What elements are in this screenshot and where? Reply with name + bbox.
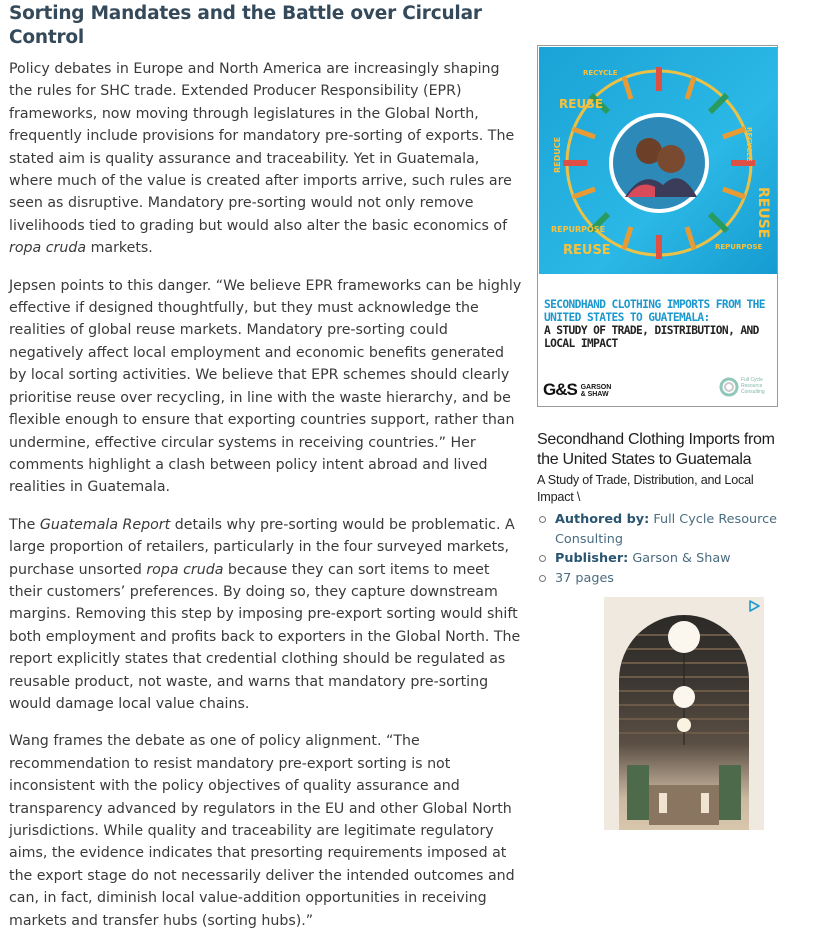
article-body xyxy=(9,0,524,932)
detail-value: Full Cycle Resource Consulting xyxy=(555,512,778,547)
book-details xyxy=(537,510,787,588)
section-heading: Sorting Mandates and the Battle over Circular Control xyxy=(9,3,482,48)
cover-word: REUSE xyxy=(563,243,611,258)
detail-publisher xyxy=(537,549,787,569)
cover-illustration xyxy=(539,47,778,274)
paragraph-text: details why pre-sorting would be problematic. A large proportion of retailers, particularly in the four surveyed markets, purchase unsorted xyxy=(9,516,515,578)
detail-label: Authored by: xyxy=(555,512,650,527)
ad-image[interactable] xyxy=(619,615,749,830)
paragraph-text: because they can sort items to meet their customers’ preferences. By doing so, they capture downstream margins. Removing this step by imposing pre-export sorting would shift both employment and profits back to exporters in the Global North. The report explicitly states that credential clothing should be regulated as reusable product, not waste, and warns that mandatory pre-sorting would damage local value chains. xyxy=(9,561,521,712)
publisher-logo xyxy=(543,380,611,400)
partner-text: Consulting xyxy=(741,389,765,395)
paragraph-4: Wang frames the debate as one of policy alignment. “The recommendation to resist mandatory pre-export sorting is not inconsistent with the policy objectives of quality assurance and transparency advanced by regulators in the EU and other Global North jurisdictions. While quality and traceability are legitimate regulatory aims, the evidence indicates that presorting requirements imposed at the export stage do not necessarily deliver the intended outcomes and can, in fact, diminish local value-addition opportunities in receiving markets and transfer hubs (sorting hubs).” xyxy=(9,733,515,929)
paragraph-2: Jepsen points to this danger. “We believe EPR frameworks can be highly effective if designed thoughtfully, but they must acknowledge the realities of global reuse markets. Mandatory pre-sorting could negatively affect local employment and economic benefits generated by local sorting activities. We believe that EPR schemes should clearly prioritise reuse over recycling, in line with the waste hierarchy, and be flexible enough to ensure that exporting countries support, rather than undermine, effective circular systems in receiving countries.” Her comments highlight a clash between policy intent abroad and lived realities in Guatemala. xyxy=(9,277,522,496)
emphasis-term: ropa cruda xyxy=(9,240,87,257)
ad-photo xyxy=(619,615,749,830)
partner-name xyxy=(741,377,765,395)
logo-text: GARSON xyxy=(580,383,612,391)
book-subtitle: A Study of Trade, Distribution, and Local Impact \ xyxy=(537,473,754,504)
cover-word: REPURPOSE xyxy=(551,225,606,234)
book-title[interactable]: Secondhand Clothing Imports from the United States to Guatemala xyxy=(537,431,775,468)
cover-word: REUSE xyxy=(755,187,771,239)
report-title: Guatemala Report xyxy=(39,516,171,533)
detail-pages xyxy=(537,569,787,589)
paragraph-text: Policy debates in Europe and North America are increasingly shaping the rules for SHC trade. Extended Producer Responsibility (EPR) frameworks, now moving through legislatures in the Global North, frequently include provisions for mandatory pre-sorting of exports. The stated aim is quality assurance and traceability. Yet in Guatemala, where much of the value is created after imports arrive, such rules are seen as disruptive. Mandatory pre-sorting would not only remove livelihoods tied to grading but would also alter the basic economics of xyxy=(9,61,515,234)
detail-label: Publisher: xyxy=(555,551,629,566)
cover-artwork xyxy=(539,47,778,274)
partner-text: Resource xyxy=(741,383,763,389)
advertisement[interactable] xyxy=(604,597,764,830)
paragraph-1 xyxy=(9,58,524,260)
book-info xyxy=(537,430,787,588)
cover-title-main: SECONDHAND CLOTHING IMPORTS FROM THE UNITED STATES TO GUATEMALA: xyxy=(544,298,765,324)
book-cover[interactable] xyxy=(537,45,778,407)
paragraph-3 xyxy=(9,514,524,716)
emphasis-term: ropa cruda xyxy=(146,561,224,578)
logo-mark: G&S xyxy=(543,380,577,399)
cover-title xyxy=(544,298,770,350)
detail-value: Garson & Shaw xyxy=(632,551,731,566)
cover-word: REDUCE xyxy=(553,136,562,173)
adchoices-icon[interactable] xyxy=(748,600,760,612)
detail-value: 37 pages xyxy=(555,570,614,586)
cover-word: REUSE xyxy=(559,97,604,111)
paragraph-text: markets. xyxy=(86,240,153,257)
logo-text: & SHAW xyxy=(580,390,609,398)
partner-logo xyxy=(719,376,771,398)
detail-author xyxy=(537,510,787,549)
cover-word: REPURPOSE xyxy=(715,243,763,251)
partner-text: Full Cycle xyxy=(741,377,763,383)
cover-word: RECYCLE xyxy=(583,69,618,77)
cover-word: RECYCLE xyxy=(745,127,753,162)
cover-title-sub: A STUDY OF TRADE, DISTRIBUTION, AND LOCAL IMPACT xyxy=(544,324,759,350)
paragraph-text: The xyxy=(9,516,40,533)
